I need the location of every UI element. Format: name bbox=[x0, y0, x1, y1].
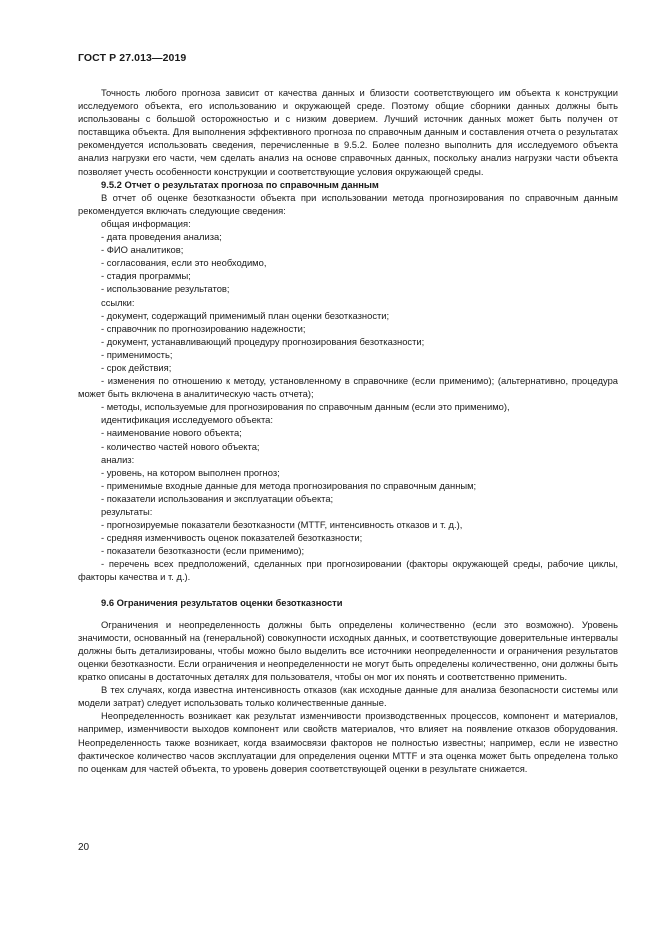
list-item: - прогнозируемые показатели безотказности (MTTF, интенсивность отказов и т. д.), bbox=[101, 519, 463, 531]
page-body bbox=[78, 86, 618, 775]
list-item: - количество частей нового объекта; bbox=[101, 440, 260, 452]
list-item: - ФИО аналитиков; bbox=[101, 244, 184, 256]
list-item: - документ, содержащий применимый план оценки безотказности; bbox=[101, 309, 390, 321]
list-item: результаты: bbox=[101, 506, 153, 517]
list-item: - наименование нового объекта; bbox=[101, 427, 242, 439]
paragraph: В тех случаях, когда известна интенсивность отказов (как исходные данные для анализа безопасности системы или модели затрат) следует использовать только количественные данные. bbox=[78, 684, 618, 709]
paragraph: Неопределенность возникает как результат изменчивости производственных процессов, компонент и материалов, например, изменчивости выходов компонент или свойств материалов, что влияет на появление отказов оборудования. Неопределенность также возникает, когда взаимосвязи факторов не полностью известны; например, если не известно фактическое количество часов эксплуатации для определения оценки MTTF и эта оценка может быть определена только по оценкам для частей объекта, то уровень доверия соответствующей оценки в результате снижается. bbox=[78, 710, 618, 774]
list-item: - использование результатов; bbox=[101, 283, 230, 295]
list-item: идентификация исследуемого объекта: bbox=[101, 414, 273, 426]
list-item: - дата проведения анализа; bbox=[101, 231, 222, 243]
list-item: анализ: bbox=[101, 453, 135, 465]
list-item: - перечень всех предположений, сделанных при прогнозировании (факторы окружающей среды, рабочие циклы, факторы качества и т. д.). bbox=[78, 558, 618, 583]
list-item: - применимость; bbox=[101, 348, 173, 360]
list-item: ссылки: bbox=[101, 296, 135, 308]
list-item: - показатели безотказности (если применимо); bbox=[101, 545, 305, 557]
list-item: - срок действия; bbox=[101, 361, 172, 373]
list-item: - стадия программы; bbox=[101, 270, 191, 282]
list-item: - уровень, на котором выполнен прогноз; bbox=[101, 466, 280, 478]
section-952-lead: В отчет об оценке безотказности объекта при использовании метода прогнозирования по справочным данным рекомендуется включать следующие сведения: bbox=[78, 191, 618, 216]
list-item: - изменения по отношению к методу, установленному в справочнике (если применимо); (альтернативно, процедура может быть включена в аналитическую часть отчета); bbox=[78, 375, 618, 400]
list-item: - справочник по прогнозированию надежности; bbox=[101, 322, 306, 334]
list-item: - средняя изменчивость оценок показателей безотказности; bbox=[101, 532, 363, 544]
list-item: - методы, используемые для прогнозирования по справочным данным (если это применимо), bbox=[101, 401, 510, 413]
list-item: - применимые входные данные для метода прогнозирования по справочным данным; bbox=[101, 479, 477, 491]
list-item: - документ, устанавливающий процедуру прогнозирования безотказности; bbox=[101, 335, 425, 347]
list-item: общая информация: bbox=[101, 217, 191, 229]
section-96-heading: 9.6 Ограничения результатов оценки безотказности bbox=[101, 596, 343, 608]
document-header: ГОСТ Р 27.013—2019 bbox=[78, 52, 187, 64]
list-item: - показатели использования и эксплуатации объекта; bbox=[101, 492, 334, 504]
list-item: - согласования, если это необходимо, bbox=[101, 257, 267, 269]
paragraph: Ограничения и неопределенность должны быть определены количественно (если это возможно). Уровень значимости, основанный на (генеральной) совокупности исходных данных, и соответствующие доверительные интервалы должны быть детализированы, чтобы можно было выделить все источники неопределенности и ограничения результатов оценки безотказности. Если ограничения и неопределенности не могут быть определены количественно, они должны быть кратко описаны в достаточных деталях для пользователя, чтобы он мог их понять и соответственно применить. bbox=[78, 618, 618, 683]
section-952-heading: 9.5.2 Отчет о результатах прогноза по справочным данным bbox=[101, 178, 379, 190]
page-number: 20 bbox=[78, 842, 90, 853]
intro-paragraph: Точность любого прогноза зависит от качества данных и близости соответствующего им объекта к конструкции исследуемого объекта, его использованию и окружающей среде. Поэтому общие сборники данных должны быть использованы с большой осторожностью и с низким доверием. Лучший источник данных может быть получен от поставщика объекта. Для выполнения эффективного прогноза по справочным данным и составления отчета о результатах рекомендуется использовать сведения, перечисленные в 9.5.2. Более полезно выполнить для исследуемого объекта анализ нагрузки его части, чем сделать анализ на основе справочных данных, поскольку анализ нагрузки части объекта позволяет учесть особенности конструкции и соответствующие условия окружающей среды. bbox=[78, 87, 618, 177]
